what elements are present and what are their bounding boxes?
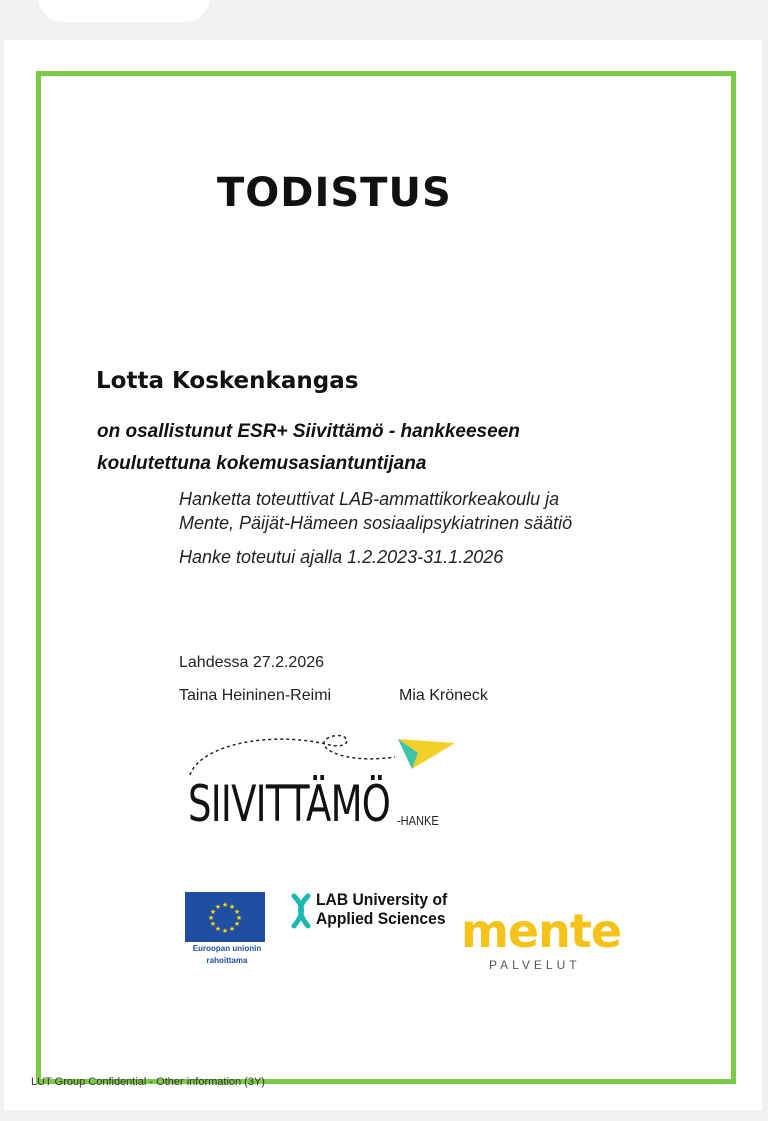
mente-sub-label: PALVELUT xyxy=(489,958,581,972)
hanke-label: -HANKE xyxy=(397,813,439,828)
top-tab-pill[interactable] xyxy=(38,0,210,22)
svg-text:★: ★ xyxy=(221,927,229,935)
eu-label-line: Euroopan unionin xyxy=(192,944,262,953)
svg-text:★: ★ xyxy=(235,914,243,922)
project-period: Hanke toteutui ajalla 1.2.2023-31.1.2026 xyxy=(179,547,504,567)
eu-label-line: rahoittama xyxy=(206,956,248,965)
certificate-title: TODISTUS xyxy=(217,170,452,216)
svg-text:★: ★ xyxy=(228,925,236,933)
svg-text:★: ★ xyxy=(207,914,215,922)
participation-line: koulutettuna kokemusasiantuntijana xyxy=(97,453,427,474)
svg-text:★: ★ xyxy=(233,920,241,928)
mente-wordmark: mente xyxy=(461,904,622,958)
place-date: Lahdessa 27.2.2026 xyxy=(179,654,325,671)
signatory-name: Mia Kröneck xyxy=(399,687,488,704)
implementation-line: Mente, Päijät-Hämeen sosiaalipsykiatrinen säätiö xyxy=(179,513,573,533)
svg-text:★: ★ xyxy=(209,920,217,928)
eu-flag-icon xyxy=(185,892,265,942)
siivittamo-logo xyxy=(180,725,470,840)
confidentiality-footer: LUT Group Confidential - Other information (3Y) xyxy=(31,1076,265,1088)
lab-university-logo xyxy=(290,890,465,932)
svg-text:★: ★ xyxy=(214,903,222,911)
svg-text:★: ★ xyxy=(233,908,241,916)
mente-logo xyxy=(461,904,629,975)
svg-text:★: ★ xyxy=(221,901,229,909)
eu-funding-logo xyxy=(185,892,269,966)
signatory-name: Taina Heininen-Reimi xyxy=(179,687,332,704)
lab-line: Applied Sciences xyxy=(316,909,446,928)
implementation-statement xyxy=(179,487,699,535)
participation-line: on osallistunut ESR+ Siivittämö - hankkeeseen xyxy=(97,421,520,442)
lab-line: LAB University of xyxy=(316,890,448,909)
participation-statement xyxy=(97,416,657,480)
lab-wordmark xyxy=(316,890,447,928)
svg-text:★: ★ xyxy=(228,903,236,911)
siivittamo-wordmark: SIIVITTÄMÖ xyxy=(188,775,391,833)
recipient-name: Lotta Koskenkangas xyxy=(96,368,359,394)
lab-x-icon xyxy=(290,892,314,932)
certificate-frame xyxy=(36,71,736,1084)
implementation-line: Hanketta toteuttivat LAB-ammattikorkeakoulu ja xyxy=(179,489,560,509)
svg-text:★: ★ xyxy=(209,908,217,916)
svg-text:★: ★ xyxy=(214,925,222,933)
